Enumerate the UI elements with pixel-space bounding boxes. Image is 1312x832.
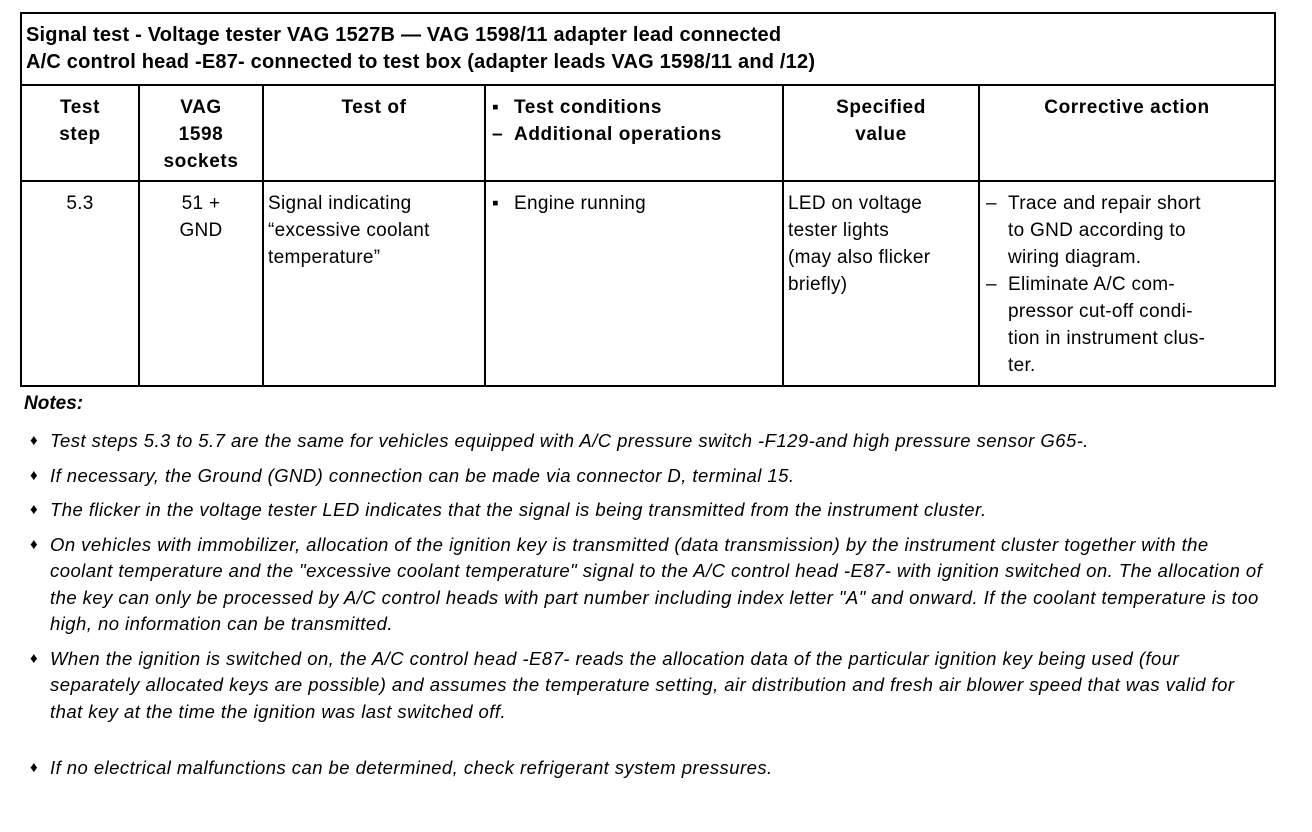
col-test-step: Test step [21, 85, 139, 181]
cell-conditions: ▪ Engine running [485, 181, 783, 386]
notes-list [30, 428, 1270, 790]
test-procedure-sheet [20, 12, 1274, 387]
dash-icon: – [986, 193, 997, 214]
table-row [21, 181, 1275, 386]
notes-title: Notes: [24, 393, 84, 414]
table-title [21, 13, 1275, 85]
list-item: ♦ If necessary, the Ground (GND) connection can be made via connector D, terminal 15. [30, 463, 1270, 490]
diamond-bullet-icon: ♦ [30, 535, 39, 553]
diamond-bullet-icon: ♦ [30, 501, 39, 518]
title-line-1: Signal test - Voltage tester VAG 1527B — VAG 1598/11 adapter lead connected [26, 24, 782, 46]
diamond-bullet-icon: ♦ [30, 466, 39, 484]
col-corrective-action: Corrective action [979, 85, 1275, 181]
column-header-row [21, 85, 1275, 181]
title-line-2: A/C control head -E87- connected to test box (adapter leads VAG 1598/11 and /12) [26, 51, 816, 73]
cell-test-of: Signal indicating “excessive coolant temperature” [263, 181, 485, 386]
list-item: ♦ The flicker in the voltage tester LED indicates that the signal is being transmitted from the instrument cluster. [30, 497, 1270, 524]
list-item: – Trace and repair short to GND according to wiring diagram. [984, 190, 1270, 271]
list-item: ♦ On vehicles with immobilizer, allocation of the ignition key is transmitted (data transmission) by the instrument cluster together with the coolant temperature and the "excessive coolant temperature" signal to the A/C control head -E87- with ignition switched on. The allocation of the key can only be processed by A/C control heads with part number including index letter "A" and onward. If the coolant temperature is too high, no information can be transmitted. [30, 533, 1263, 634]
dash-icon: – [492, 124, 504, 145]
list-item: – Eliminate A/C com- pressor cut-off condi- tion in instrument clus- ter. [984, 271, 1270, 379]
col-test-of: Test of [263, 85, 485, 181]
cell-corrective-action [979, 181, 1275, 386]
square-bullet-icon: ▪ [492, 193, 500, 214]
dash-icon: – [986, 274, 997, 295]
diamond-bullet-icon: ♦ [30, 432, 39, 449]
col-specified-value: Specified value [783, 85, 979, 181]
list-item: ♦ Test steps 5.3 to 5.7 are the same for vehicles equipped with A/C pressure switch -F129-and high pressure sensor G65-. [30, 428, 1270, 455]
diamond-bullet-icon: ♦ [30, 649, 39, 667]
cell-step: 5.3 [21, 181, 139, 386]
square-bullet-icon: ▪ [492, 97, 500, 118]
list-item: ♦ If no electrical malfunctions can be determined, check refrigerant system pressures. [30, 755, 1270, 782]
cell-specified-value: LED on voltage tester lights (may also flicker briefly) [783, 181, 979, 386]
col-conditions: ▪ Test conditions – Additional operations [485, 85, 783, 181]
diamond-bullet-icon: ♦ [30, 759, 39, 776]
test-table [20, 12, 1276, 387]
col-sockets: VAG 1598 sockets [139, 85, 263, 181]
table-title-row [21, 13, 1275, 85]
list-item: ♦ When the ignition is switched on, the A/C control head -E87- reads the allocation data of the particular ignition key being used (four separately allocated keys are possible) and assumes the temperature setting, air distribution and fresh air blower speed that was valid for that key at the time the ignition was last switched off. [30, 647, 1235, 722]
cell-sockets: 51 + GND [139, 181, 263, 386]
